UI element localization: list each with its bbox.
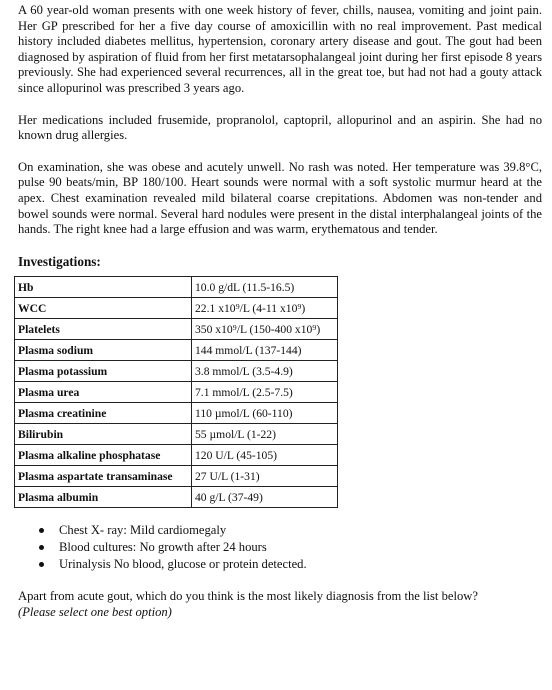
test-name-cell: Plasma urea	[15, 382, 192, 403]
test-result-cell: 120 U/L (45-105)	[192, 445, 338, 466]
test-name-cell: Plasma albumin	[15, 487, 192, 508]
test-name-cell: Plasma potassium	[15, 361, 192, 382]
list-item	[18, 556, 542, 573]
test-result-cell: 3.8 mmol/L (3.5-4.9)	[192, 361, 338, 382]
bullet-icon	[39, 528, 44, 533]
test-name-cell: WCC	[15, 298, 192, 319]
list-item	[18, 539, 542, 556]
table-row	[15, 319, 338, 340]
table-row	[15, 445, 338, 466]
test-name-cell: Plasma alkaline phosphatase	[15, 445, 192, 466]
test-result-cell: 55 µmol/L (1-22)	[192, 424, 338, 445]
table-row	[15, 340, 338, 361]
test-result-cell: 350 x10⁹/L (150-400 x10⁹)	[192, 319, 338, 340]
investigations-table	[14, 276, 338, 508]
table-row	[15, 424, 338, 445]
test-result-cell: 110 µmol/L (60-110)	[192, 403, 338, 424]
test-result-cell: 22.1 x10⁹/L (4-11 x10⁹)	[192, 298, 338, 319]
bullet-icon	[39, 545, 44, 550]
test-result-cell: 7.1 mmol/L (2.5-7.5)	[192, 382, 338, 403]
medications-paragraph: Her medications included frusemide, propranolol, captopril, allopurinol and an aspirin. She had no known drug allergies.	[18, 112, 542, 143]
test-name-cell: Bilirubin	[15, 424, 192, 445]
case-document	[18, 3, 542, 621]
table-row	[15, 466, 338, 487]
other-results-list	[18, 522, 542, 573]
table-row	[15, 382, 338, 403]
question-instruction: (Please select one best option)	[18, 604, 172, 619]
urinalysis-result: Urinalysis No blood, glucose or protein detected.	[59, 557, 307, 572]
case-presentation-paragraph: A 60 year-old woman presents with one week history of fever, chills, nausea, vomiting and joint pain. Her GP prescribed for her a five day course of amoxicillin with no real improvement. Past medical history included diabetes mellitus, hypertension, coronary artery disease and gout. The gout had been diagnosed by aspiration of fluid from her first metatarsophalangeal joint during her first episode 8 years previously. She had experienced several recurrences, all in the great toe, but had not had a gouty attack since allopurinol was prescribed 3 years ago.	[18, 3, 542, 95]
table-row	[15, 487, 338, 508]
blood-cultures-result: Blood cultures: No growth after 24 hours	[59, 540, 267, 555]
investigations-heading: Investigations:	[18, 253, 101, 269]
test-result-cell: 144 mmol/L (137-144)	[192, 340, 338, 361]
bullet-icon	[39, 562, 44, 567]
table-row	[15, 361, 338, 382]
test-name-cell: Plasma aspartate transaminase	[15, 466, 192, 487]
test-result-cell: 40 g/L (37-49)	[192, 487, 338, 508]
examination-paragraph: On examination, she was obese and acutely unwell. No rash was noted. Her temperature was 39.8°C, pulse 90 beats/min, BP 180/100. Heart sounds were normal with a soft systolic murmur heard at the apex. Chest examination revealed mild bilateral coarse crepitations. Abdomen was non-tender and bowel sounds were normal. Several hard nodules were present in the distal interphalangeal joints of the hands. The right knee had a large effusion and was warm, erythematous and tender.	[18, 159, 542, 237]
test-result-cell: 10.0 g/dL (11.5-16.5)	[192, 277, 338, 298]
test-name-cell: Plasma creatinine	[15, 403, 192, 424]
table-row	[15, 277, 338, 298]
list-item	[18, 522, 542, 539]
test-name-cell: Platelets	[15, 319, 192, 340]
test-name-cell: Plasma sodium	[15, 340, 192, 361]
table-row	[15, 298, 338, 319]
question-text: Apart from acute gout, which do you think is the most likely diagnosis from the list below?	[18, 589, 478, 604]
table-row	[15, 403, 338, 424]
test-result-cell: 27 U/L (1-31)	[192, 466, 338, 487]
test-name-cell: Hb	[15, 277, 192, 298]
chest-xray-result: Chest X- ray: Mild cardiomegaly	[59, 523, 227, 538]
